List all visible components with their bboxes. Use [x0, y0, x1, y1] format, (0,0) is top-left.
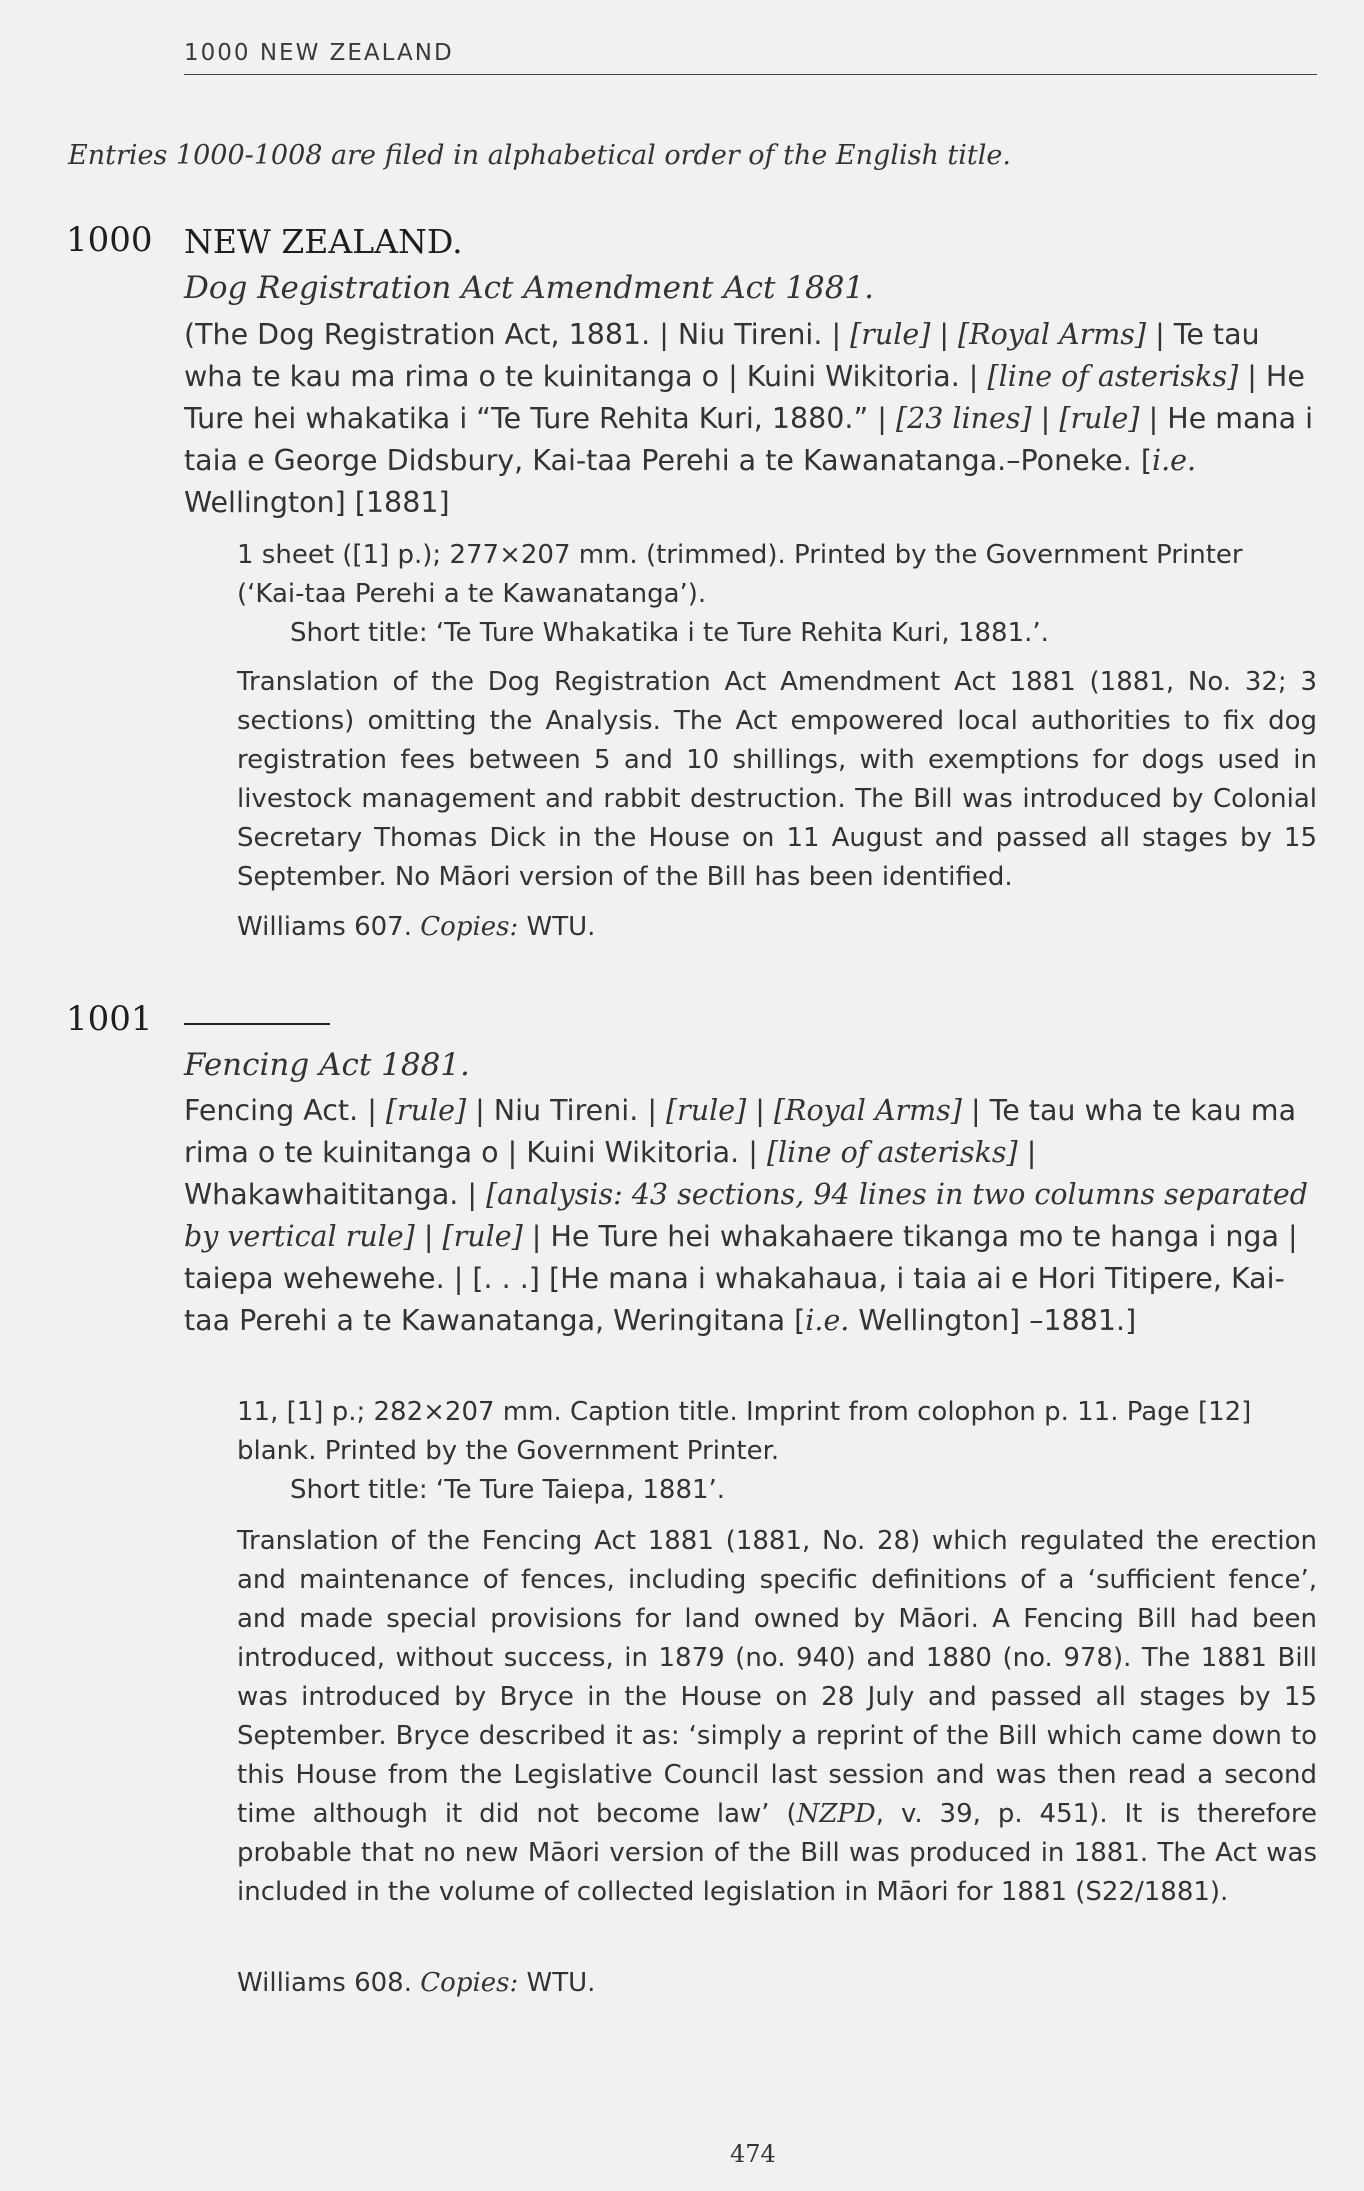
reference-1000: Williams 607. Copies: WTU. [237, 912, 596, 942]
transcription-1000: (The Dog Registration Act, 1881. | Niu Tireni. | [rule] | [Royal Arms] | Te tau wha te kau ma rima o te kuinitanga o | Kuini Wikitoria. | [line of asterisks] | He Ture hei whakatika i “Te Ture Rehita Kuri, 1880.” | [23 lines] | [rule] | He mana i taia e George Didsbury, Kai-taa Perehi a te Kawanatanga.–Poneke. [i.e. Wellington] [1881] [184, 318, 1314, 519]
running-head: 1000 NEW ZEALAND [184, 40, 454, 66]
reference-1001: Williams 608. Copies: WTU. [237, 1968, 596, 1998]
entry-number-1000: 1000 [66, 220, 153, 260]
entry-title-1001: Fencing Act 1881. [184, 1047, 470, 1083]
physical-description: 11, [1] p.; 282×207 mm. Caption title. Imprint from colophon p. 11. Page [12] blank. Printed by the Government Printer. [237, 1397, 1252, 1466]
entry-heading: NEW ZEALAND. [184, 222, 463, 261]
notes-1000: Translation of the Dog Registration Act Amendment Act 1881 (1881, No. 32; 3 sections) omitting the Analysis. The Act empowered local authorities to fix dog registration fees between 5 and 10 shillings, with exemptions for dogs used in livestock management and rabbit destruction. The Bill was introduced by Colonial Secretary Thomas Dick in the House on 11 August and passed all stages by 15 September. No Māori version of the Bill has been identified. [237, 667, 1317, 892]
physical-description: 1 sheet ([1] p.); 277×207 mm. (trimmed). Printed by the Government Printer (‘Kai-taa Perehi a te Kawanatanga’). [237, 540, 1243, 609]
entry-number-1001: 1001 [66, 999, 153, 1039]
intro-note: Entries 1000-1008 are filed in alphabetical order of the English title. [68, 140, 1011, 171]
notes-1001: Translation of the Fencing Act 1881 (1881, No. 28) which regulated the erection and maintenance of fences, including specific definitions of a ‘sufficient fence’, and made special provisions for land owned by Māori. A Fencing Bill had been introduced, without success, in 1879 (no. 940) and 1880 (no. 978). The 1881 Bill was introduced by Bryce in the House on 28 July and passed all stages by 15 September. Bryce described it as: ‘simply a reprint of the Bill which came down to this House from the Legislative Council last session and was then read a second time although it did not become law’ (NZPD, v. 39, p. 451). It is therefore probable that no new Māori version of the Bill was produced in 1881. The Act was included in the volume of collected legislation in Māori for 1881 (S22/1881). [237, 1526, 1317, 1907]
transcription-1001: Fencing Act. | [rule] | Niu Tireni. | [rule] | [Royal Arms] | Te tau wha te kau ma rima o te kuinitanga o | Kuini Wikitoria. | [line of asterisks] | Whakawhaititanga. | [analysis: 43 sections, 94 lines in two columns separated by vertical rule] | [rule] | He Ture hei whakahaere tikanga mo te hanga i nga | taiepa wehewehe. | [. . .] [He mana i whakahaua, i taia ai e Hori Titipere, Kai-taa Perehi a te Kawanatanga, Weringitana [i.e. Wellington] –1881.] [184, 1094, 1308, 1337]
ditto-rule [184, 1023, 330, 1025]
short-title: Short title: ‘Te Ture Taiepa, 1881’. [290, 1475, 726, 1505]
physical-description-1001 [237, 1393, 1317, 1510]
short-title: Short title: ‘Te Ture Whakatika i te Ture Rehita Kuri, 1881.’. [290, 618, 1049, 648]
physical-description-1000 [237, 536, 1317, 653]
header-rule [184, 74, 1317, 75]
page-number: 474 [730, 2140, 776, 2168]
entry-title-1000: Dog Registration Act Amendment Act 1881. [184, 270, 875, 306]
